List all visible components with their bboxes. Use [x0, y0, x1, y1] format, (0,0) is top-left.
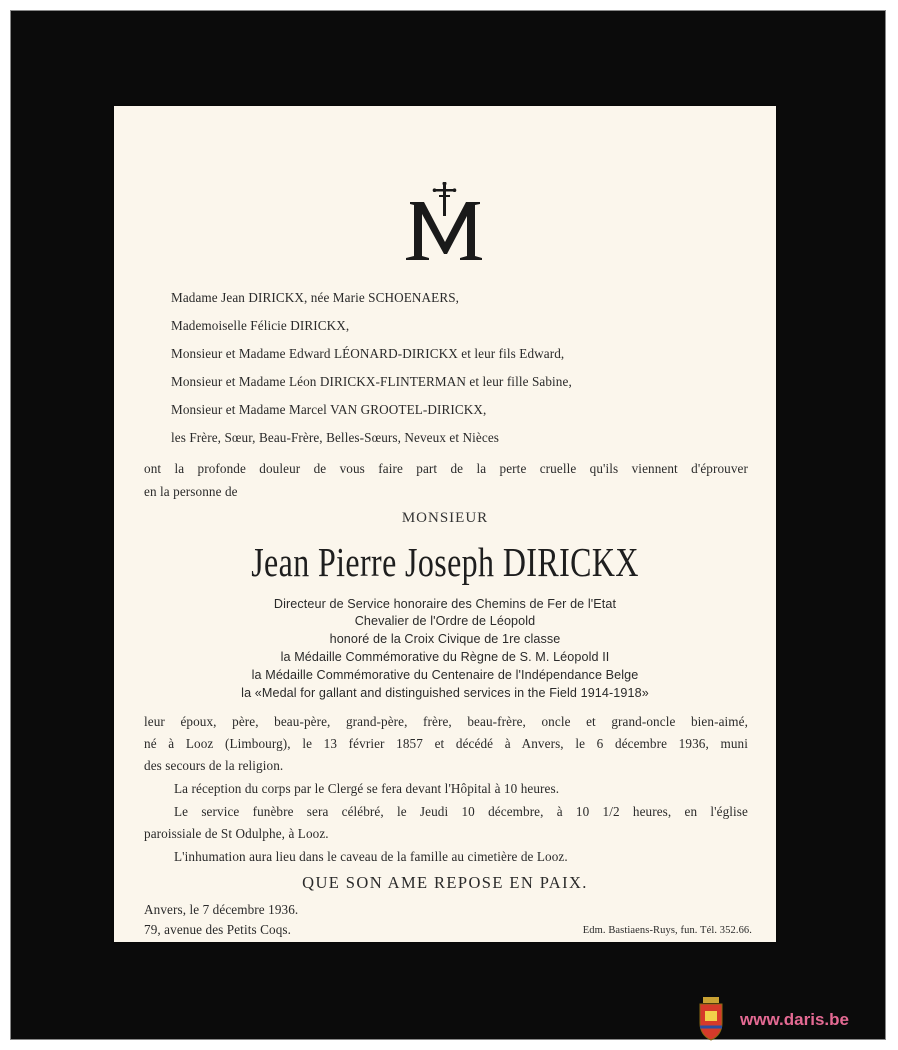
deceased-name: Jean Pierre Joseph DIRICKX — [251, 539, 639, 585]
announcement-text: ont la profonde douleur de vous faire part de la perte cruelle qu'ils viennent d'éprouver — [144, 461, 748, 476]
honor-line: la Médaille Commémorative du Centenaire de l'Indépendance Belge — [251, 668, 639, 682]
title-monsieur: MONSIEUR — [401, 510, 489, 526]
coat-of-arms-icon — [697, 997, 725, 1041]
relations-text: des secours de la religion. — [144, 758, 284, 773]
service-text: paroissiale de St Odulphe, à Looz. — [144, 826, 329, 841]
family-line: Monsieur et Madame Edward LÉONARD-DIRICKX et leur fils Edward, — [171, 346, 565, 361]
honor-line: Chevalier de l'Ordre de Léopold — [354, 614, 536, 628]
relations-text: né à Looz (Limbourg), le 13 février 1857 et décédé à Anvers, le 6 décembre 1936, muni — [144, 736, 748, 751]
prayer-line: QUE SON AME REPOSE EN PAIX. — [302, 873, 588, 892]
service-text: Le service funèbre sera célébré, le Jeudi 10 décembre, à 10 1/2 heures, en l'église — [174, 804, 748, 819]
honor-line: honoré de la Croix Civique de 1re classe — [329, 632, 561, 646]
honor-line: la «Medal for gallant and distinguished services in the Field 1914-1918» — [241, 686, 649, 700]
footer-date: Anvers, le 7 décembre 1936. — [144, 902, 299, 917]
honor-line: la Médaille Commémorative du Règne de S. M. Léopold II — [280, 650, 610, 664]
family-line: Monsieur et Madame Marcel VAN GROOTEL-DIRICKX, — [171, 402, 487, 417]
family-line: Madame Jean DIRICKX, née Marie SCHOENAERS, — [171, 290, 460, 305]
family-line: Mademoiselle Félicie DIRICKX, — [171, 318, 350, 333]
family-line: les Frère, Sœur, Beau-Frère, Belles-Sœurs, Neveux et Nièces — [171, 430, 500, 445]
footer-address: 79, avenue des Petits Coqs. — [144, 922, 292, 937]
burial-text: L'inhumation aura lieu dans le caveau de la famille au cimetière de Looz. — [174, 849, 568, 864]
reception-text: La réception du corps par le Clergé se fera devant l'Hôpital à 10 heures. — [174, 781, 560, 796]
honor-line: Directeur de Service honoraire des Chemins de Fer de l'Etat — [273, 597, 617, 611]
watermark-site: www.daris.be — [740, 1010, 849, 1029]
family-line: Monsieur et Madame Léon DIRICKX-FLINTERMAN et leur fille Sabine, — [171, 374, 572, 389]
printer-credit: Edm. Bastiaens-Ruys, fun. Tél. 352.66. — [582, 925, 752, 936]
relations-text: leur époux, père, beau-père, grand-père, frère, beau-frère, oncle et grand-oncle bien-aimé, — [144, 714, 748, 729]
announcement-text: en la personne de — [144, 484, 238, 499]
marian-monogram — [114, 182, 776, 264]
cross-m-monogram-icon — [400, 182, 490, 264]
mourning-card — [114, 106, 776, 942]
